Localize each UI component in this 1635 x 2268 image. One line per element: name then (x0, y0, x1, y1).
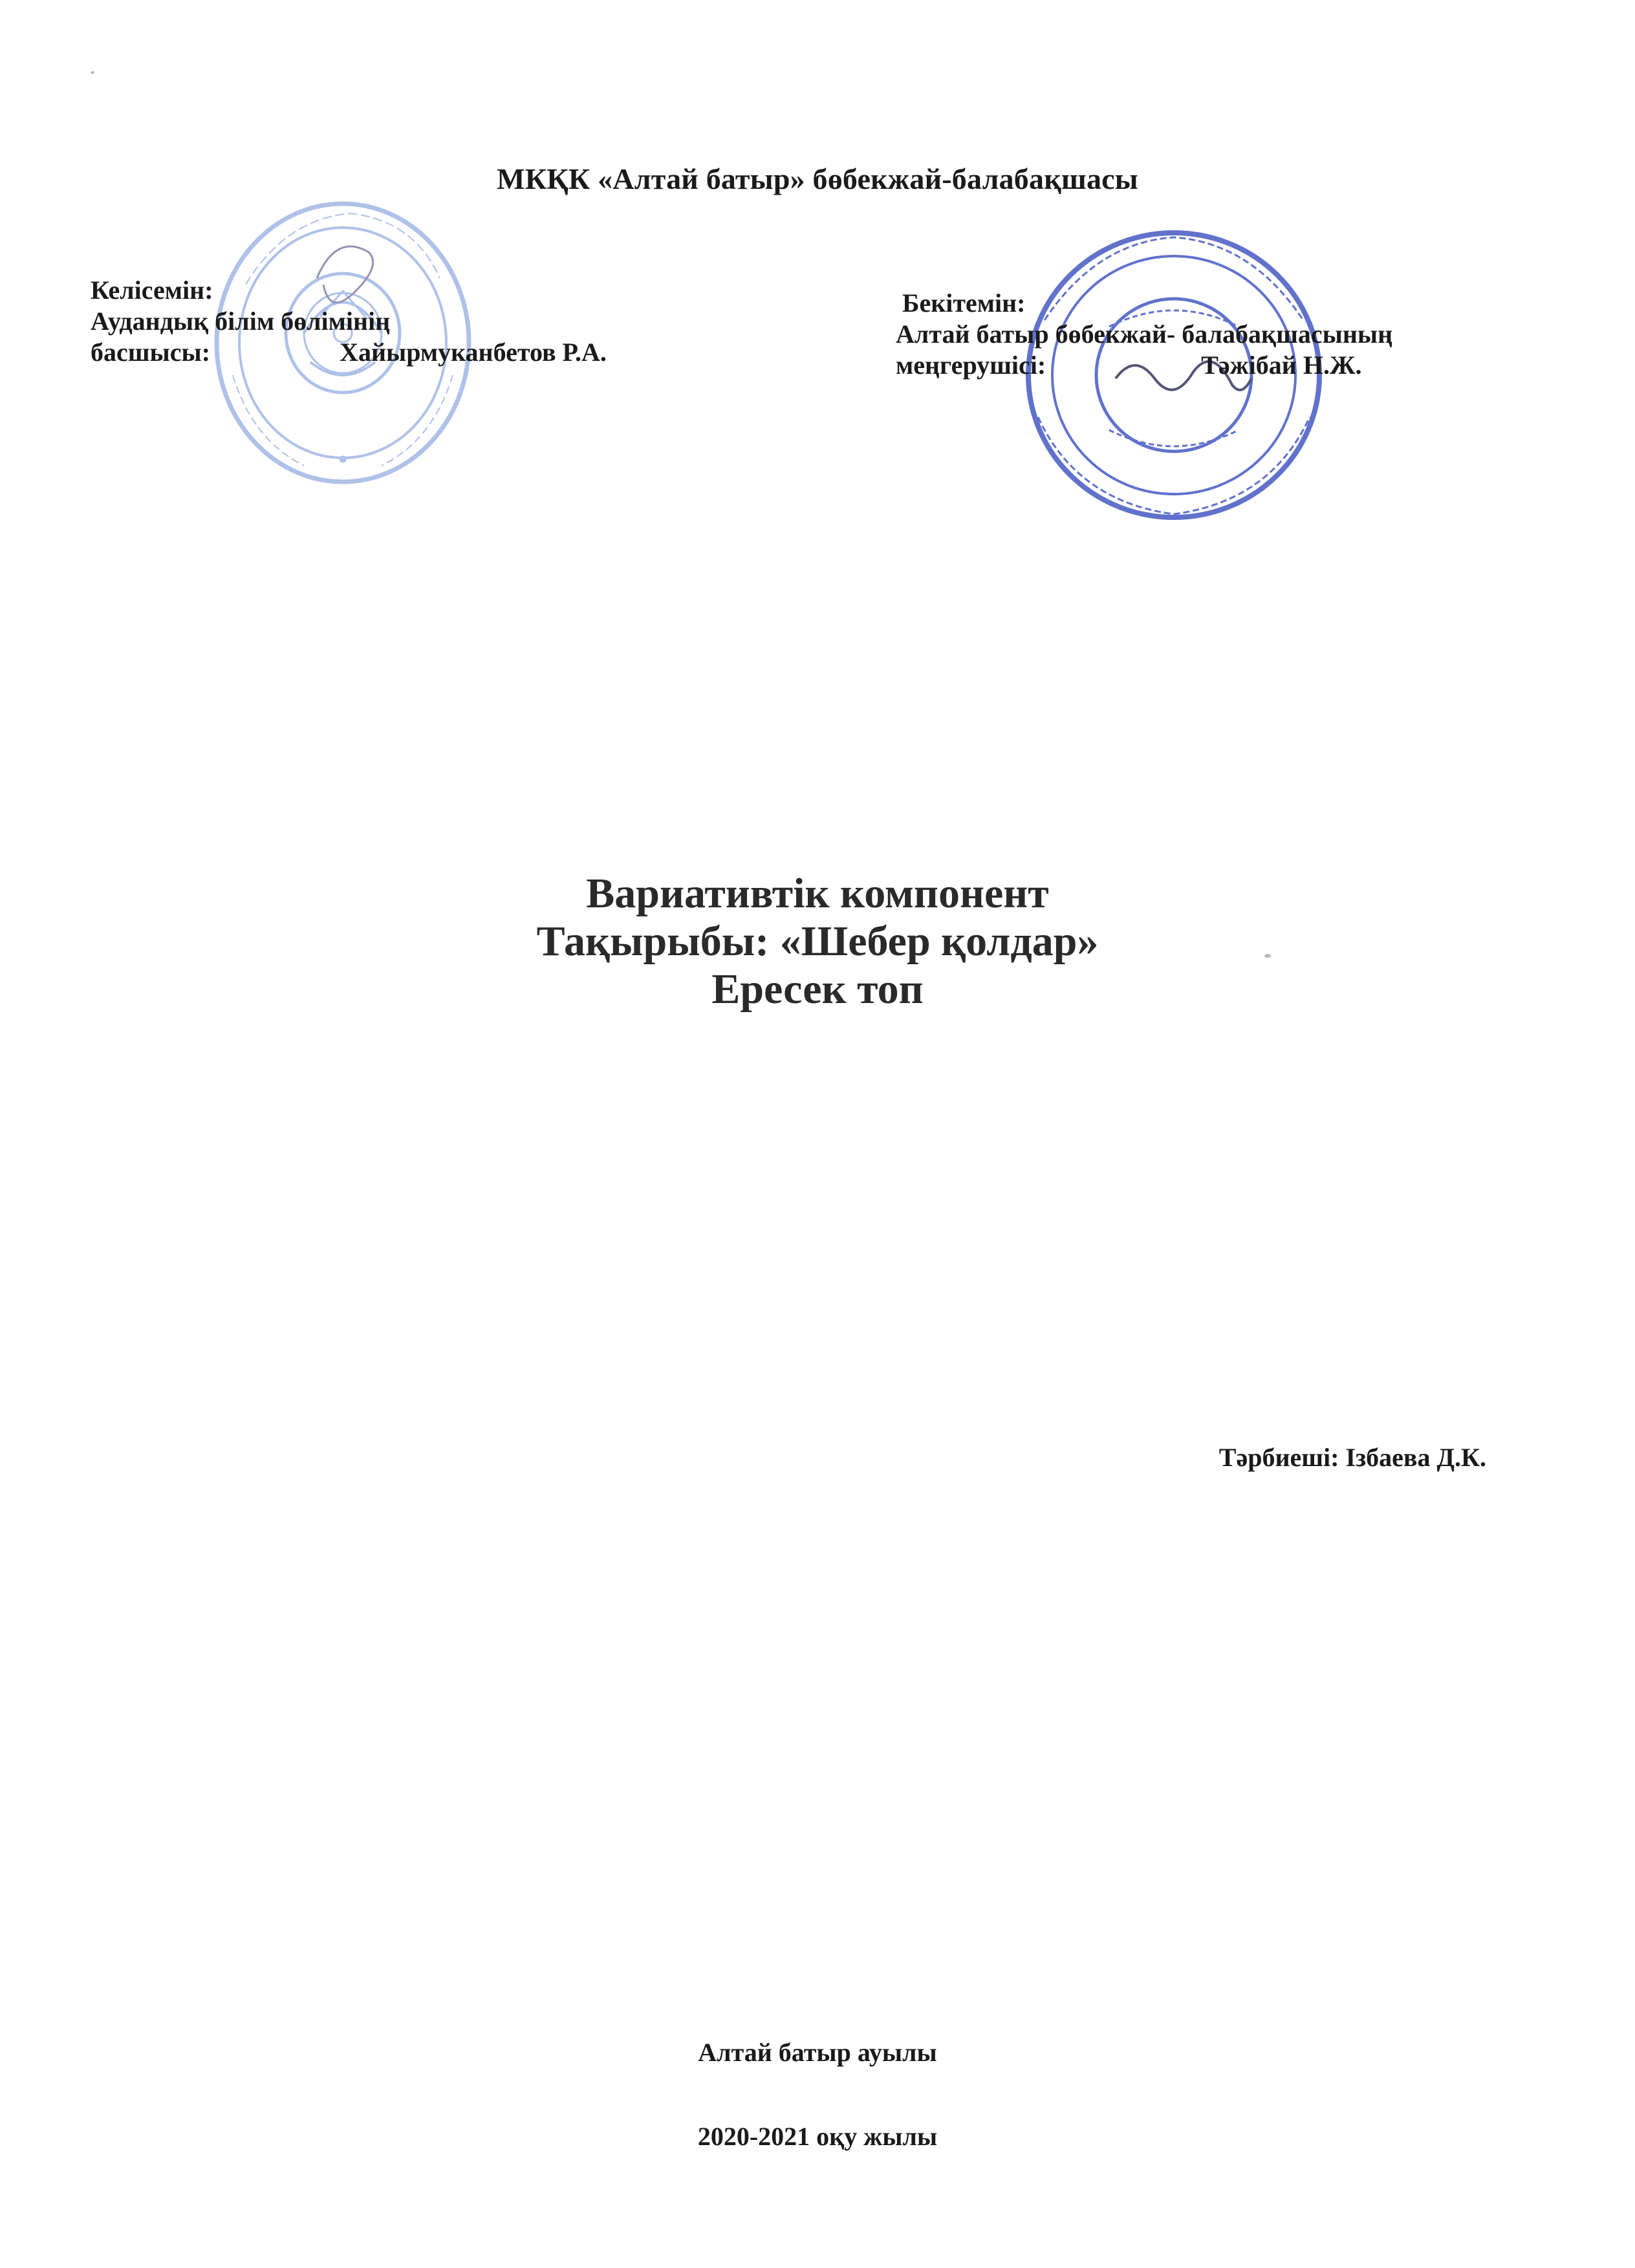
agreement-label: Келісемін: (91, 275, 213, 305)
scan-speck (1264, 954, 1271, 958)
approval-name: Тәжібай Н.Ж. (1201, 351, 1362, 380)
village-name: Алтай батыр ауылы (698, 2038, 937, 2067)
approval-label: Бекітемін: (902, 288, 1026, 318)
approval-position: Алтай батыр бөбекжай- балабақшасының (896, 319, 1393, 349)
agreement-block (91, 275, 802, 368)
agreement-name: Хайырмуканбетов Р.А. (340, 338, 607, 367)
agreement-position: Аудандық білім бөлімінің (91, 307, 391, 336)
agreement-role: басшысы: (91, 338, 211, 367)
title-line-group: Ересек топ (711, 966, 924, 1013)
approval-role: меңгерушісі: (896, 351, 1046, 380)
approval-block (896, 288, 1607, 381)
teacher-name: Тәрбиеші: Ізбаева Д.К. (1218, 1443, 1486, 1472)
academic-year: 2020-2021 оқу жылы (697, 2122, 938, 2151)
scan-speck (91, 71, 94, 74)
approval-role-line (896, 350, 1607, 381)
title-line-component: Вариативтік компонент (586, 870, 1049, 917)
agreement-role-line (91, 337, 802, 368)
organization-header: МКҚК «Алтай батыр» бөбекжай-балабақшасы (497, 162, 1138, 195)
document-title (0, 870, 1635, 1013)
title-line-topic: Тақырыбы: «Шебер қолдар» (536, 918, 1099, 965)
